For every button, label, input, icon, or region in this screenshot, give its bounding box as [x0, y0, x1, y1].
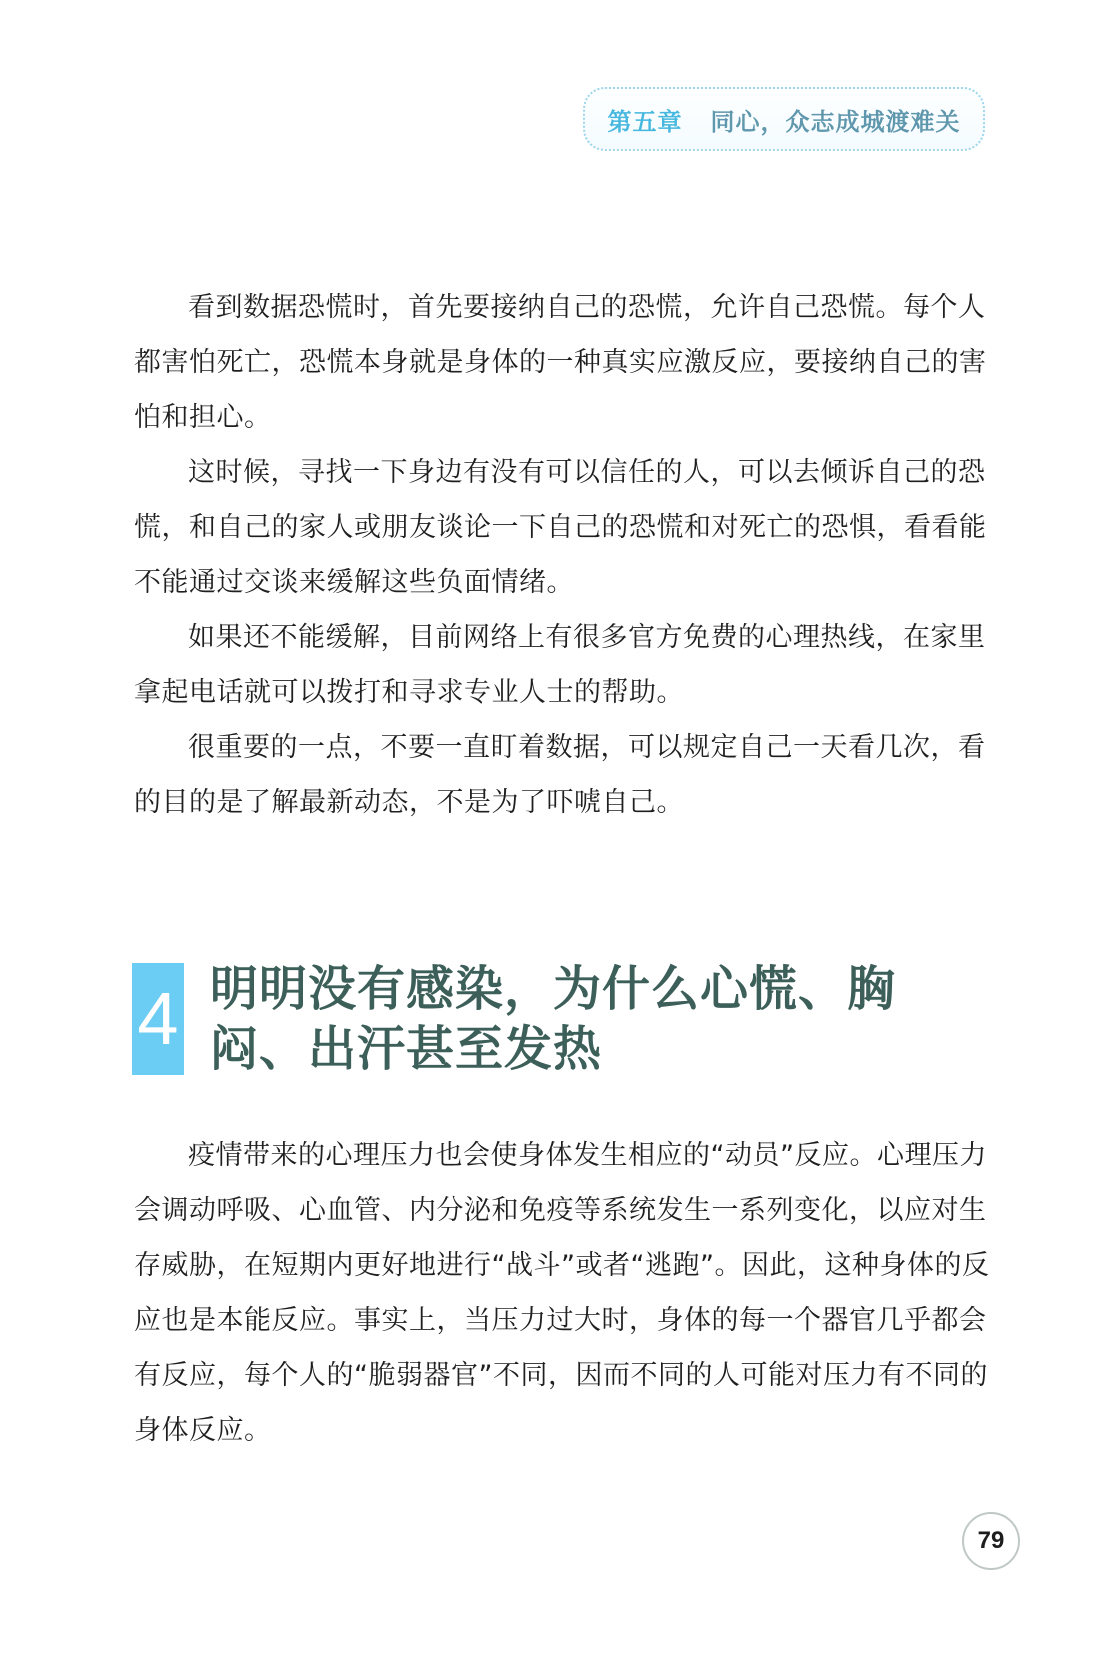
paragraph: 如果还不能缓解，目前网络上有很多官方免费的心理热线，在家里拿起电话就可以拨打和寻求专业人士的帮助。: [134, 622, 986, 708]
body-text-section-b: [134, 1128, 994, 1458]
body-text-section-a: [134, 280, 994, 830]
paragraph: 这时候，寻找一下身边有没有可以信任的人，可以去倾诉自己的恐慌，和自己的家人或朋友谈论一下自己的恐慌和对死亡的恐惧，看看能不能通过交谈来缓解这些负面情绪。: [134, 457, 987, 598]
section-title: 明明没有感染，为什么心慌、胸闷、出汗甚至发热: [210, 961, 897, 1077]
paragraph: 看到数据恐慌时，首先要接纳自己的恐慌，允许自己恐慌。每个人都害怕死亡，恐慌本身就是身体的一种真实应激反应，要接纳自己的害怕和担心。: [134, 292, 987, 433]
page-number: 79: [962, 1512, 1020, 1570]
chapter-title: 同心，众志成城渡难关: [710, 107, 961, 136]
chapter-number: 第五章: [607, 107, 683, 136]
section-heading: [132, 963, 992, 1083]
paragraph: 很重要的一点，不要一直盯着数据，可以规定自己一天看几次，看的目的是了解最新动态，不是为了吓唬自己。: [134, 732, 986, 818]
chapter-header-badge: [583, 87, 985, 151]
section-number-badge: 4: [132, 963, 184, 1075]
paragraph: 疫情带来的心理压力也会使身体发生相应的“动员”反应。心理压力会调动呼吸、心血管、内分泌和免疫等系统发生一系列变化，以应对生存威胁，在短期内更好地进行“战斗”或者“逃跑”。因此，这种身体的反应也是本能反应。事实上，当压力过大时，身体的每一个器官几乎都会有反应，每个人的“脆弱器官”不同，因而不同的人可能对压力有不同的身体反应。: [134, 1140, 990, 1446]
